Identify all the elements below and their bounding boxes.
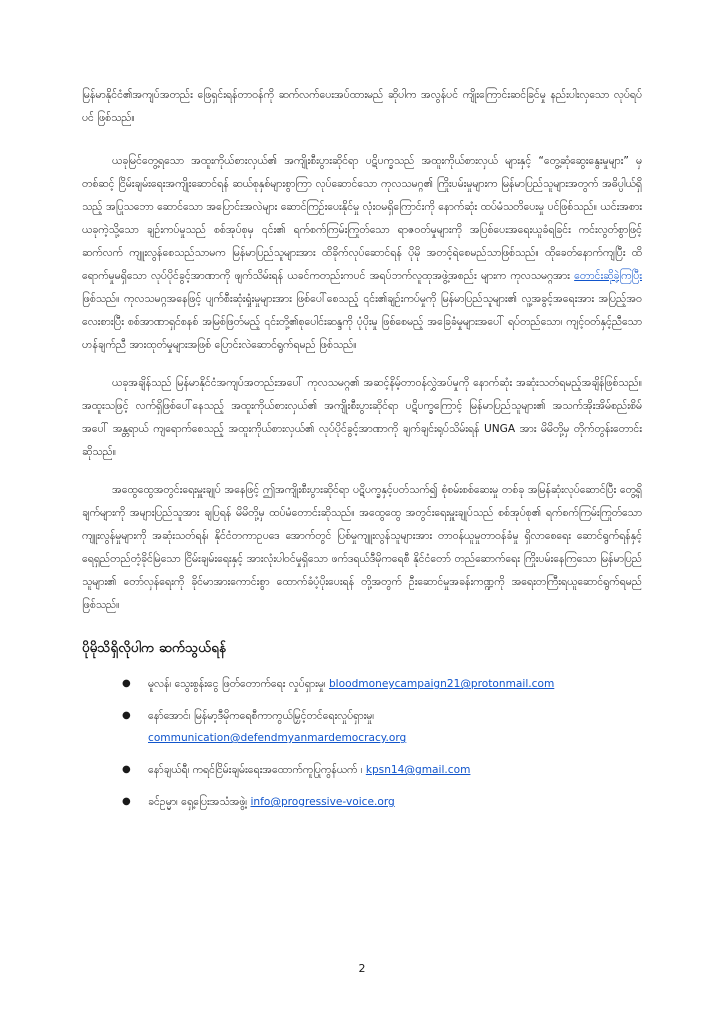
contact-label: ခင်ဥမ္မာ၊ ရှေ့ပြေးအသံအဖွဲ့၊ <box>148 796 248 808</box>
paragraph-3: ယခုအချိန်သည် မြန်မာနိုင်ငံအကျပ်အတည်းအပေါ် ကုလသမဂ္ဂ၏ အဆင့်နိမ့်တာဝန်လွှဲအပ်မှုကို နောက်ဆုံး အဆုံးသတ်ရမည့်အချိန်ဖြစ်သည်။ အထူးသဖြင့် လက်ရှိဖြစ်ပေါ်နေသည့် အထူးကိုယ်စားလှယ်၏ အကျိုးစီးပွားဆိုင်ရာ ပဋိပက္ခကြောင့် မြန်မာပြည်သူများ၏ အသက်အိုးအိမ်စည်းစိမ်အပေါ် အန္တရာယ် ကျရောက်စေသည့် အထူးကိုယ်စားလှယ်၏ လုပ်ပိုင်ခွင့်အာဏာကို ချက်ချင်းရုပ်သိမ်းရန် UNGA အား မိမိတို့မှ တိုက်တွန်းတောင်းဆိုသည်။ <box>82 377 642 458</box>
contact-label: မူလန်၊ သွေးစွန်းငွေ ဖြတ်တောက်ရေး လှုပ်ရှားမှု၊ <box>148 678 326 690</box>
paragraph-2-continued: ဖြစ်သည်။ ကုလသမဂ္ဂအနေဖြင့် ပျက်စီးဆုံးရှုံးမှုများအား ဖြစ်ပေါ်စေသည့် ၎င်း၏ချဉ်းကပ်မှုကို မြန်မာပြည်သူများ၏ လူ့အခွင့်အရေးအား အပြည့်အဝလေးစားပြီး စစ်အာဏာရှင်စနစ် အမြစ်ဖြတ်မည့် ၎င်းတို့၏စုပေါင်းဆန္ဒကို ပုံပိုးမှု ဖြစ်စေမည့် အခြေခံမှုများအပေါ် ရပ်တည်သော၊ ကျင့်ဝတ်နှင့်ညီသော ဟန်ချက်ညီ အားထုတ်မှုများအဖြစ် ပြောင်းလဲဆောင်ရွက်ရမည် ဖြစ်သည်။ <box>82 293 642 351</box>
request-link[interactable]: တောင်းဆိုခဲ့ကြပြီး <box>574 270 642 282</box>
paragraph-1: မြန်မာနိုင်ငံ၏အကျပ်အတည်း ဖြေရှင်းရန်တာဝန်ကို ဆက်လက်ပေးအပ်ထားမည် ဆိုပါက အလွန်ပင် ကျိုးကြောင်းဆင်ခြင်မှု နည်းပါးလှသော လုပ်ရပ်ပင် ဖြစ်သည်။ <box>82 89 642 124</box>
contact-item <box>122 791 642 813</box>
bullet-icon: ● <box>122 678 131 689</box>
contact-email-link[interactable]: communication@defendmyanmardemocracy.org <box>148 732 407 744</box>
page-content <box>82 84 642 823</box>
bullet-icon: ● <box>122 710 131 721</box>
bullet-icon: ● <box>122 764 131 775</box>
contact-label: နော်ချယ်ရီ၊ ကရင်ငြိမ်းချမ်းရေးအထောက်ကူပြုကွန်ယက် ၊ <box>148 764 363 776</box>
contact-item <box>122 759 642 781</box>
paragraph-4: အထွေထွေအတွင်းရေးမှူးချုပ် အနေဖြင့် ဤအကျိုးစီးပွားဆိုင်ရာ ပဋိပက္ခနှင့်ပတ်သက်၍ စုံစမ်းစစ်ဆေးမှု တစ်ခု အမြန်ဆုံးလုပ်ဆောင်ပြီး တွေ့ရှိချက်များကို အများပြည်သူအား ချပြရန် မိမိတို့မှ ထပ်မံတောင်းဆိုသည်။ အထွေထွေ အတွင်းရေးမှူးချုပ်သည် စစ်အုပ်စု၏ ရက်စက်ကြမ်းကြုတ်သောကျူးလွန်မှုများကို အဆုံးသတ်ရန်၊ နိုင်ငံတကာဥပဒေ အောက်တွင် ပြစ်မှုကျူးလွန်သူများအား တာဝန်ယူမှုတာဝန်ခံမှု ရှိလာစေရေး ဆောင်ရွက်ရန်နှင့် ရေရှည်တည်တံ့ခိုင်မြဲသော ငြိမ်းချမ်းရေးနှင့် အားလုံးပါဝင်မှုရှိသော ဖက်ဒရယ်ဒီမိုကရေစီ နိုင်ငံတော် တည်ဆောက်ရေး ကြိုးပမ်းနေကြသော မြန်မာပြည်သူများ၏ တော်လှန်ရေးကို ခိုင်မာအားကောင်းစွာ ထောက်ခံပံ့ပိုးပေးရန် တို့အတွက် ဦးဆောင်မှုအခန်းကဏ္ဍကို အရေးတကြီးရယူဆောင်ရွက်ရမည် ဖြစ်သည်။ <box>82 484 642 611</box>
bullet-icon: ● <box>122 796 131 807</box>
contact-heading: ပိုမိုသိရှိလိုပါက ဆက်သွယ်ရန် <box>82 640 226 656</box>
contact-list <box>122 673 642 813</box>
contact-email-link[interactable]: kpsn14@gmail.com <box>365 764 471 776</box>
contact-email-link[interactable]: bloodmoneycampaign21@protonmail.com <box>328 678 555 690</box>
paragraph-2 <box>82 150 642 357</box>
page-number: 2 <box>358 962 366 975</box>
contact-email-link[interactable]: info@progressive-voice.org <box>250 796 395 808</box>
paragraph-2-text: ယခုမြင်တွေ့ရသော အထူးကိုယ်စားလှယ်၏ အကျိုးစီးပွားဆိုင်ရာ ပဋိပက္ခသည် အထူးကိုယ်စားလှယ် များနှင့် “တွေ့ဆုံဆွေးနွေးမှုများ” မှတစ်ဆင့် ငြိမ်းချမ်းရေးအကျိုးဆောင်ရန် ဆယ်စုနှစ်များစွာကြာ လုပ်ဆောင်သော ကုလသမဂ္ဂ၏ ကြိုးပမ်းမှုများက မြန်မာပြည်သူများအတွက် အဓိပ္ပါယ်ရှိသည့် အပြုသဘော ဆောင်သော အပြောင်းအလဲများ ဆောင်ကြဉ်းပေးနိုင်မှု လုံးဝမရှိကြောင်းကို နောက်ဆုံး ထပ်မံသတိပေးမှု ပင်ဖြစ်သည်။ ယင်းအစား ယခုကဲ့သို့သော ချဉ်းကပ်မှုသည် စစ်အုပ်စုမှ ၎င်း၏ ရက်စက်ကြမ်းကြုတ်သော ရာဇဝတ်မှုများကို အပြစ်ပေးအရေးယူခံရခြင်း ကင်းလွတ်စွာဖြင့် ဆက်လက် ကျူးလွန်စေသည်သာမက မြန်မာပြည်သူများအား ထိခိုက်လုပ်ဆောင်ရန် ပိုမို အတင့်ရဲစေမည်သာဖြစ်သည်။ ထိုခေတ်နောက်ကျပြီး ထိရောက်မှုမရှိသော လုပ်ပိုင်ခွင့်အာဏာကို ဖျက်သိမ်းရန် ယခင်ကတည်းကပင် အရပ်ဘက်လူထုအဖွဲ့အစည်း များက ကုလသမဂ္ဂအား <box>82 155 642 282</box>
contact-label: နော်အောင်၊ မြန်မာ့ဒီမိုကရေစီကာကွယ်မြှင့်တင်ရေးလှုပ်ရှားမှု၊ <box>148 710 375 722</box>
contact-item <box>122 673 642 695</box>
contact-item <box>122 705 642 749</box>
